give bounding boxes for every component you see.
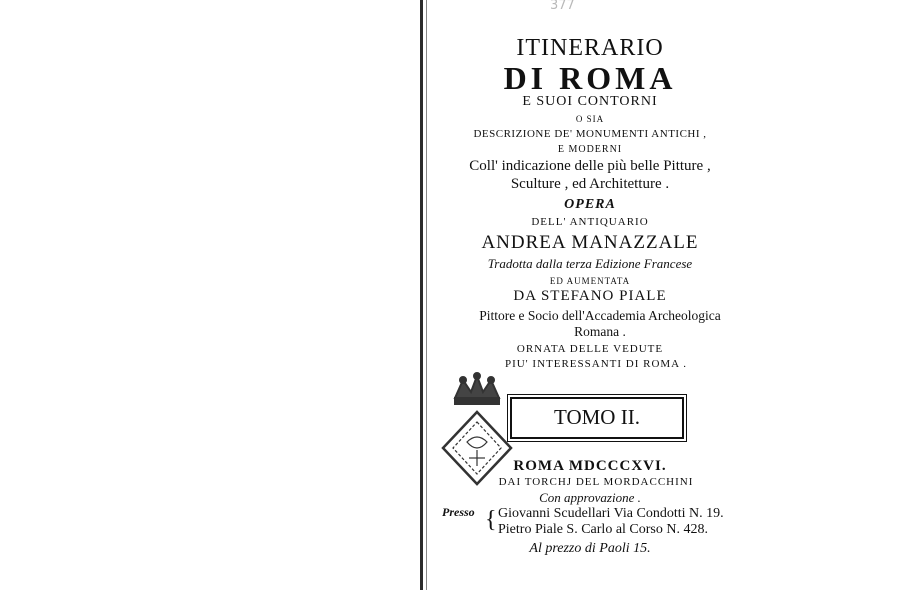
opera-label: OPERA xyxy=(564,197,616,212)
volume-label: TOMO II. xyxy=(554,405,640,429)
o-sia: O SIA xyxy=(575,114,605,124)
seller-line-2: Pietro Piale S. Carlo al Corso N. 428. xyxy=(498,522,708,537)
title-contorni: E SUOI CONTORNI xyxy=(522,94,658,109)
description-line-2: E MODERNI xyxy=(557,144,623,155)
price-line: Al prezzo di Paoli 15. xyxy=(529,541,651,556)
place-and-year: ROMA MDCCCXVI. xyxy=(513,458,667,474)
antiquario-label: DELL' ANTIQUARIO xyxy=(531,216,649,228)
title-page xyxy=(430,0,750,590)
printer-line: DAI TORCHJ DEL MORDACCHINI xyxy=(498,476,694,488)
book-spine-edge xyxy=(426,0,427,590)
aumentata-label: ED AUMENTATA xyxy=(549,276,631,286)
book-spine-shadow xyxy=(420,0,423,590)
volume-box xyxy=(510,397,684,439)
translation-note: Tradotta dalla terza Edizione Francese xyxy=(487,256,693,271)
editor-title-line-2: Romana . xyxy=(574,324,626,339)
description-line-4: Sculture , ed Architetture . xyxy=(510,176,670,192)
description-line-3: Coll' indicazione delle più belle Pitture , xyxy=(469,158,711,174)
editor-title-line-1: Pittore e Socio dell'Accademia Archeologica xyxy=(479,308,721,323)
author-name: ANDREA MANAZZALE xyxy=(481,232,699,253)
seller-line-1: Giovanni Scudellari Via Condotti N. 19. xyxy=(498,506,724,521)
title-itinerario: ITINERARIO xyxy=(516,35,664,61)
seller-brace: { xyxy=(485,507,497,533)
pencil-annotation: 377 xyxy=(550,0,575,13)
title-di-roma: DI ROMA xyxy=(503,60,677,96)
description-line-1: DESCRIZIONE DE' MONUMENTI ANTICHI , xyxy=(473,128,707,140)
editor-name: DA STEFANO PIALE xyxy=(513,288,667,304)
approval-line: Con approvazione . xyxy=(539,490,641,505)
ornata-line-1: ORNATA DELLE VEDUTE xyxy=(516,343,664,355)
ornata-line-2: PIU' INTERESSANTI DI ROMA . xyxy=(504,358,688,370)
presso-label: Presso xyxy=(442,505,475,519)
